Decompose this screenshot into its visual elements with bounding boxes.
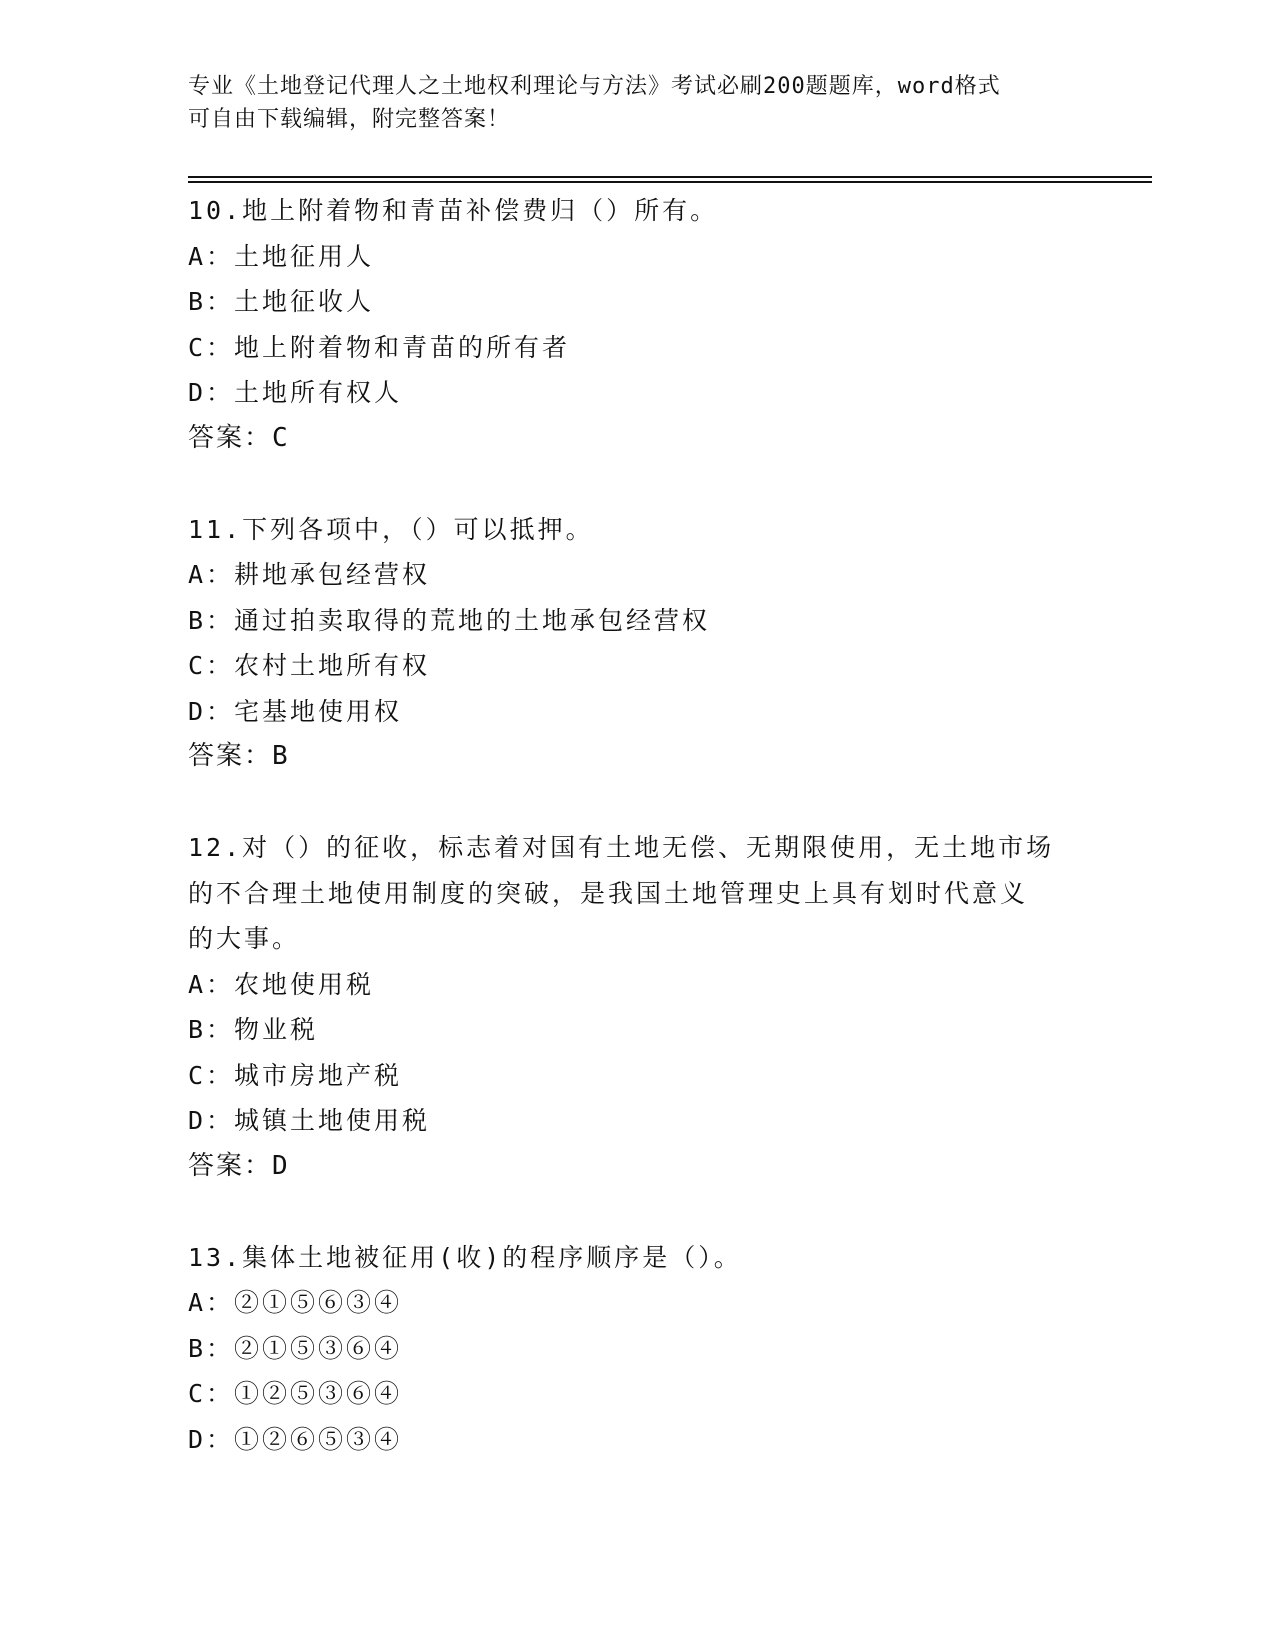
- question-stem: 11.下列各项中，（）可以抵押。: [188, 514, 594, 544]
- option-a: A：农地使用税: [188, 969, 375, 999]
- option-b: B：物业税: [188, 1015, 319, 1044]
- option-c: C：地上附着物和青苗的所有者: [188, 332, 571, 362]
- question-stem: 13.集体土地被征用(收)的程序顺序是（）。: [188, 1242, 742, 1272]
- spacer: [188, 780, 1088, 826]
- spacer: [188, 1189, 1088, 1235]
- answer-line: 答案：B: [188, 741, 290, 771]
- option-d: D：①②⑥⑤③④: [188, 1424, 403, 1454]
- option-a: A：土地征用人: [188, 241, 375, 271]
- header-divider-top: [188, 176, 1152, 178]
- option-c: C：城市房地产税: [188, 1060, 403, 1090]
- option-c: C：农村土地所有权: [188, 651, 431, 680]
- header-line-1: 专业《土地登记代理人之土地权利理论与方法》考试必刷200题题库，word格式: [188, 74, 1001, 99]
- spacer: [188, 461, 1088, 507]
- question-stem-line-1: 12.对（）的征收，标志着对国有土地无偿、无期限使用，无土地市场: [188, 833, 1055, 862]
- question-12: [188, 825, 1088, 1189]
- header-divider-bottom: [188, 181, 1152, 183]
- question-list: [188, 188, 1088, 1462]
- header-line-2: 可自由下载编辑，附完整答案！: [188, 107, 511, 132]
- question-10: [188, 188, 1088, 461]
- question-11: [188, 507, 1088, 780]
- option-d: D：土地所有权人: [188, 378, 403, 407]
- option-a: A：耕地承包经营权: [188, 560, 431, 589]
- option-a: A：②①⑤⑥③④: [188, 1288, 403, 1317]
- question-stem: 10.地上附着物和青苗补偿费归（）所有。: [188, 196, 719, 225]
- option-b: B：土地征收人: [188, 287, 375, 316]
- question-stem-line-3: 的大事。: [188, 924, 301, 953]
- option-c: C：①②⑤③⑥④: [188, 1379, 403, 1408]
- answer-line: 答案：D: [188, 1150, 290, 1181]
- answer-line: 答案：C: [188, 422, 290, 453]
- question-stem-line-2: 的不合理土地使用制度的突破，是我国土地管理史上具有划时代意义: [188, 878, 1029, 908]
- question-13: [188, 1235, 1088, 1463]
- option-d: D：城镇土地使用税: [188, 1106, 431, 1135]
- document-header: [188, 70, 1068, 136]
- option-b: B：②①⑤③⑥④: [188, 1333, 403, 1363]
- option-b: B：通过拍卖取得的荒地的土地承包经营权: [188, 605, 711, 635]
- option-d: D：宅基地使用权: [188, 696, 403, 726]
